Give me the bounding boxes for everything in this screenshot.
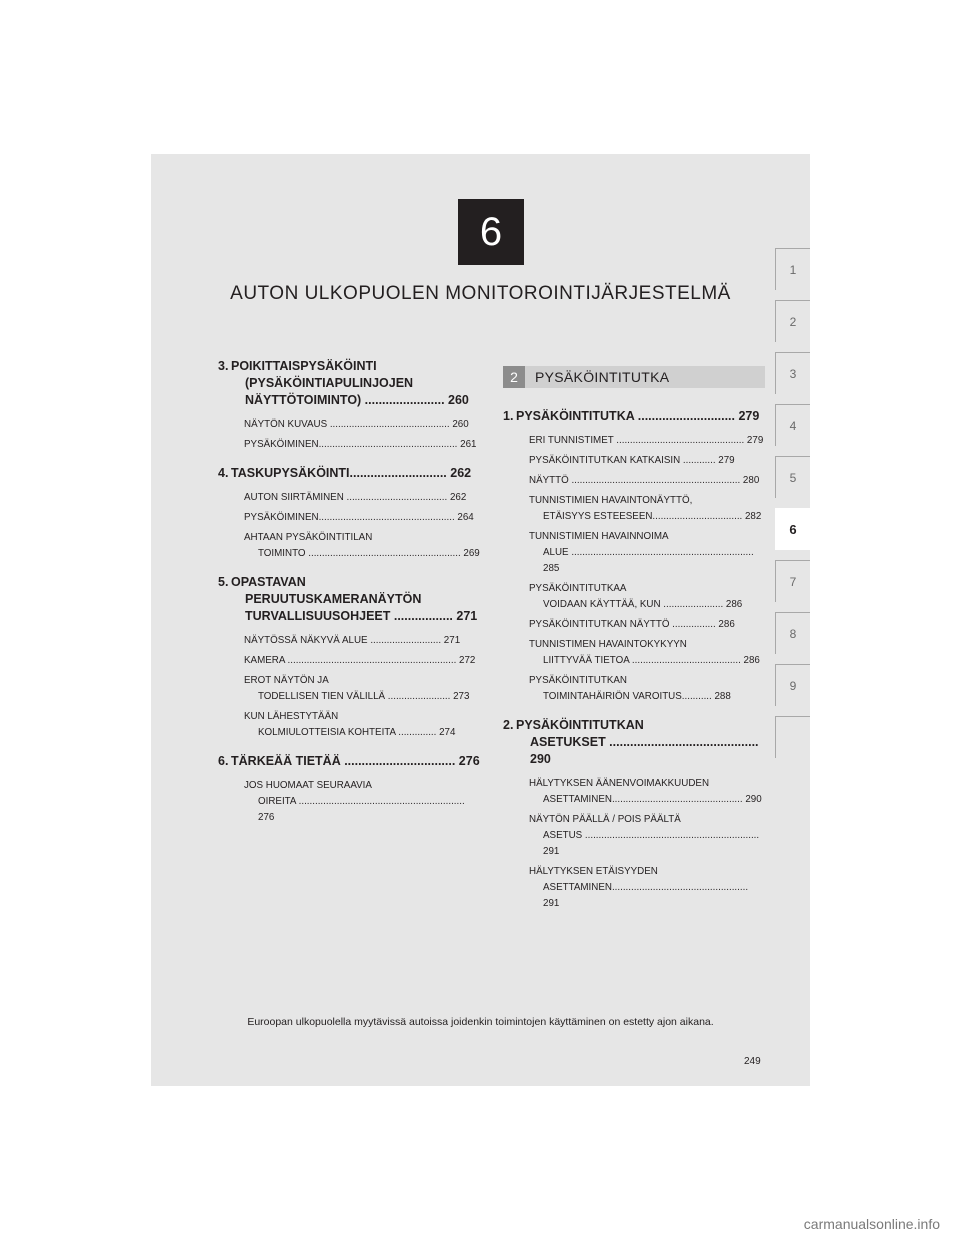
section-title: PYSÄKÖINTITUTKA [535, 369, 670, 385]
toc-sub-entry[interactable] [529, 617, 765, 633]
toc-sub-entry-line: ERI TUNNISTIMET ............................................... 279 [529, 435, 764, 446]
toc-sub-entry[interactable] [529, 776, 765, 808]
toc-sub-entry[interactable] [244, 709, 480, 741]
toc-entry-title-line: ASETUKSET ........................................... 290 [530, 735, 759, 766]
toc-sub-entry[interactable] [244, 530, 480, 562]
toc-sub-entry-line: HÄLYTYKSEN ÄÄNENVOIMAKKUUDEN [529, 778, 710, 789]
toc-sub-entry-line: EROT NÄYTÖN JA [244, 675, 329, 686]
toc-sub-entry-line: NÄYTÖSSÄ NÄKYVÄ ALUE .......................... 271 [244, 635, 461, 646]
toc-entry-title [231, 358, 480, 409]
toc-entry-title-line: OPASTAVAN [231, 575, 306, 589]
footer-note: Euroopan ulkopuolella myytävissä autoissa joidenkin toimintojen käyttäminen on estetty ajon aikana. [247, 1016, 714, 1028]
chapter-tab-8[interactable]: 8 [775, 612, 810, 654]
chapter-tab-5[interactable]: 5 [775, 456, 810, 498]
toc-sub-entry[interactable] [529, 673, 765, 705]
toc-sub-entry-line: NÄYTÖN KUVAUS ............................................ 260 [244, 419, 469, 430]
toc-entry-title-line: TASKUPYSÄKÖINTI............................ 262 [231, 466, 472, 480]
toc-sub-entry-line: TUNNISTIMIEN HAVAINNOIMA [529, 531, 669, 542]
toc-sub-entry[interactable] [529, 637, 765, 669]
toc-entry [503, 717, 765, 912]
toc-entry-title-line: POIKITTAISPYSÄKÖINTI [231, 359, 377, 373]
toc-sub-entry[interactable] [529, 493, 765, 525]
toc-sub-entry-line: HÄLYTYKSEN ETÄISYYDEN [529, 866, 658, 877]
toc-entry-title [231, 465, 480, 482]
toc-sub-entry-line: TUNNISTIMEN HAVAINTOKYKYYN [529, 639, 687, 650]
toc-sub-entry-line: ASETTAMINEN................................................ 290 [543, 794, 762, 805]
chapter-number-box: 6 [458, 199, 524, 265]
toc-main-entry[interactable] [503, 408, 765, 425]
chapter-tab-1[interactable]: 1 [775, 248, 810, 290]
toc-sub-entry[interactable] [244, 490, 480, 506]
toc-sub-entry-line: ASETUS ................................................................ 291 [543, 830, 760, 857]
section-number: 2 [503, 366, 525, 388]
toc-entry-number: 5. [218, 575, 229, 589]
toc-sub-entry-line: KUN LÄHESTYTÄÄN [244, 711, 339, 722]
watermark: carmanualsonline.info [803, 1216, 940, 1232]
toc-entry-title-line: TURVALLISUUSOHJEET ................. 271 [245, 609, 478, 623]
toc-sub-entry-line: TODELLISEN TIEN VÄLILLÄ ....................... 273 [258, 691, 470, 702]
toc-main-entry[interactable] [218, 753, 480, 770]
toc-entry-title-line: TÄRKEÄÄ TIETÄÄ ................................ 276 [231, 754, 480, 768]
toc-sub-entry-line: AHTAAN PYSÄKÖINTITILAN [244, 532, 373, 543]
toc-sub-entry-line: PYSÄKÖIMINEN................................................... 261 [244, 439, 477, 450]
toc-sub-entry-line: PYSÄKÖINTITUTKAN KATKAISIN ............ 279 [529, 455, 735, 466]
toc-entry [218, 753, 480, 826]
toc-sub-entry-line: ETÄISYYS ESTEESEEN................................. 282 [543, 511, 762, 522]
toc-entry-title-line: NÄYTTÖTOIMINTO) ....................... 260 [245, 393, 469, 407]
toc-sub-entry-line: KOLMIULOTTEISIA KOHTEITA .............. 274 [258, 727, 456, 738]
toc-sub-entry-line: KAMERA .............................................................. 272 [244, 655, 476, 666]
toc-sub-entry-line: TOIMINTO ........................................................ 269 [258, 548, 480, 559]
toc-sub-entry-line: TUNNISTIMIEN HAVAINTONÄYTTÖ, [529, 495, 693, 506]
toc-sub-entry-line: LIITTYVÄÄ TIETOA ........................................ 286 [543, 655, 760, 666]
toc-sub-entry-line: PYSÄKÖINTITUTKAN NÄYTTÖ ................ 286 [529, 619, 735, 630]
section-header [503, 366, 765, 388]
chapter-tab-4[interactable]: 4 [775, 404, 810, 446]
toc-sub-entry[interactable] [529, 433, 765, 449]
toc-sub-entry-line: AUTON SIIRTÄMINEN ..................................... 262 [244, 492, 467, 503]
toc-entry-number: 2. [503, 718, 514, 732]
toc-sub-entry[interactable] [244, 633, 480, 649]
toc-sub-entry-line: ASETTAMINEN.................................................. 291 [543, 882, 749, 909]
chapter-tab-2[interactable]: 2 [775, 300, 810, 342]
toc-sub-entry[interactable] [529, 812, 765, 860]
toc-entry [218, 574, 480, 741]
toc-sub-entry[interactable] [529, 473, 765, 489]
toc-entry-number: 4. [218, 466, 229, 480]
toc-entry-title [231, 574, 480, 625]
chapter-tab-9[interactable]: 9 [775, 664, 810, 706]
chapter-tab-3[interactable]: 3 [775, 352, 810, 394]
toc-sub-entry-line: NÄYTTÖ .............................................................. 280 [529, 475, 760, 486]
toc-sub-entry[interactable] [244, 653, 480, 669]
toc-entry-title-line: (PYSÄKÖINTIAPULINJOJEN [245, 376, 414, 390]
toc-main-entry[interactable] [503, 717, 765, 768]
chapter-tab-6[interactable]: 6 [775, 508, 810, 550]
toc-entry-number: 3. [218, 359, 229, 373]
toc-main-entry[interactable] [218, 358, 480, 409]
left-toc-column [218, 358, 480, 838]
toc-sub-entry-line: PYSÄKÖINTITUTKAA [529, 583, 627, 594]
toc-entry-number: 6. [218, 754, 229, 768]
page-number: 249 [744, 1056, 761, 1067]
toc-sub-entry[interactable] [244, 437, 480, 453]
toc-sub-entry-line: TOIMINTAHÄIRIÖN VAROITUS........... 288 [543, 691, 731, 702]
toc-sub-entry[interactable] [529, 529, 765, 577]
toc-sub-entry-line: VOIDAAN KÄYTTÄÄ, KUN ...................... 286 [543, 599, 743, 610]
chapter-tab-blank[interactable] [775, 716, 810, 758]
toc-entry-title-line: PERUUTUSKAMERANÄYTÖN [245, 592, 422, 606]
toc-entry [218, 465, 480, 562]
toc-sub-entry[interactable] [244, 510, 480, 526]
toc-main-entry[interactable] [218, 465, 480, 482]
toc-entry-title-line: PYSÄKÖINTITUTKAN [516, 718, 644, 732]
chapter-title: AUTON ULKOPUOLEN MONITOROINTIJÄRJESTELMÄ [230, 283, 731, 304]
toc-entry-title [516, 717, 765, 768]
toc-entry-title-line: PYSÄKÖINTITUTKA ............................ 279 [516, 409, 760, 423]
toc-main-entry[interactable] [218, 574, 480, 625]
toc-entry [218, 358, 480, 453]
toc-sub-entry[interactable] [244, 778, 480, 826]
toc-sub-entry-line: JOS HUOMAAT SEURAAVIA [244, 780, 372, 791]
toc-sub-entry-line: OIREITA ............................................................. 276 [258, 796, 465, 823]
toc-sub-entry[interactable] [244, 417, 480, 433]
toc-entry-title [516, 408, 765, 425]
toc-sub-entry-line: PYSÄKÖINTITUTKAN [529, 675, 627, 686]
toc-sub-entry[interactable] [529, 453, 765, 469]
toc-entry [503, 408, 765, 705]
toc-entry-number: 1. [503, 409, 514, 423]
toc-sub-entry-line: PYSÄKÖIMINEN.................................................. 264 [244, 512, 474, 523]
chapter-tab-7[interactable]: 7 [775, 560, 810, 602]
toc-sub-entry[interactable] [529, 864, 765, 912]
chapter-tabs [775, 248, 810, 768]
toc-sub-entry-line: ALUE ................................................................... 285 [543, 547, 754, 574]
toc-sub-entry-line: NÄYTÖN PÄÄLLÄ / POIS PÄÄLTÄ [529, 814, 681, 825]
right-toc-column [503, 366, 765, 924]
toc-entry-title [231, 753, 480, 770]
toc-sub-entry[interactable] [529, 581, 765, 613]
toc-sub-entry[interactable] [244, 673, 480, 705]
